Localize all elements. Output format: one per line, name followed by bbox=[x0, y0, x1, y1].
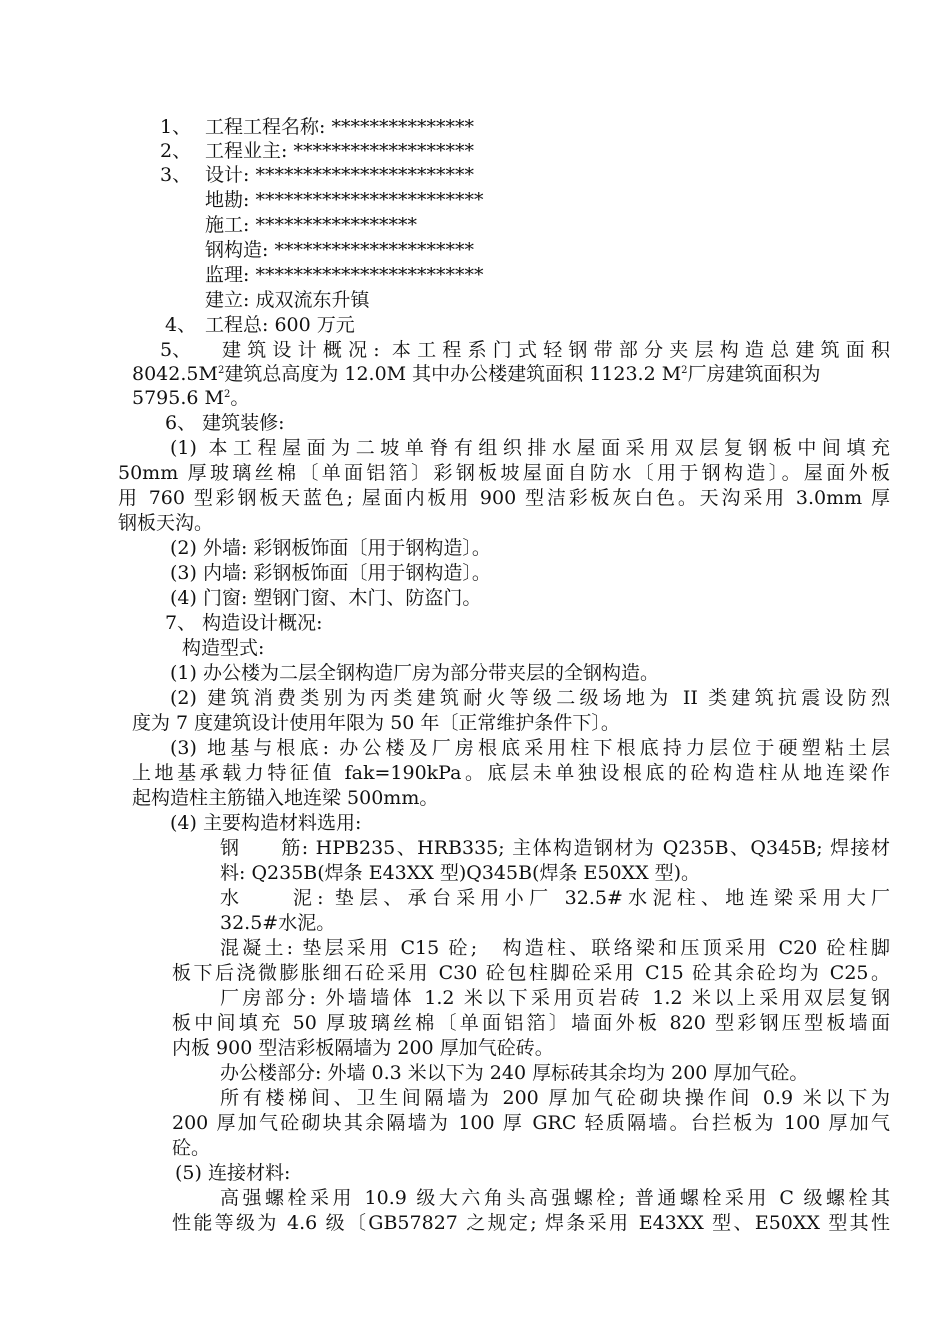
paragraph-line: 板下后浇微膨胀细石砼采用 C30 砼包柱脚砼采用 C15 砼其余砼均为 C25。 bbox=[172, 962, 890, 984]
superscript: 2 bbox=[223, 389, 231, 400]
paragraph-line: 上地基承载力特征值 fak=190kPa。底层未单独设根底的砼构造柱从地连梁作 bbox=[132, 762, 890, 784]
area-text: 。 bbox=[230, 387, 250, 409]
paragraph-line: 钢 筋: HPB235、HRB335; 主体构造钢材为 Q235B、Q345B; 焊接材 bbox=[220, 837, 890, 859]
sub-heading: 构造型式: bbox=[182, 637, 265, 659]
paragraph-line: 办公楼部分: 外墙 0.3 米以下为 240 厚标砖其余均为 200 厚加气砼。 bbox=[220, 1062, 809, 1084]
area-text: 厂房建筑面积为 bbox=[687, 363, 821, 385]
paragraph-line: 料: Q235B(焊条 E43XX 型)Q345B(焊条 E50XX 型)。 bbox=[220, 862, 701, 884]
paragraph-line: 性能等级为 4.6 级〔GB57827 之规定; 焊条采用 E43XX 型、E50XX 型其性 bbox=[172, 1212, 890, 1234]
paragraph-line: (2) 建筑消费类别为丙类建筑耐火等级二级场地为 II 类建筑抗震设防烈 bbox=[170, 687, 890, 709]
area-line bbox=[132, 386, 249, 410]
item-number: 3、 bbox=[160, 164, 192, 186]
paragraph-line: (4) 门窗: 塑钢门窗、木门、防盗门。 bbox=[170, 587, 482, 609]
paragraph-line: 砼。 bbox=[172, 1137, 211, 1159]
steel-structure-line: 钢构造: ********************* bbox=[205, 239, 474, 261]
area-text: 建筑总高度为 12.0M 其中办公楼建筑面积 1123.2 M bbox=[224, 363, 682, 385]
design-line: 设计: *********************** bbox=[205, 164, 474, 186]
paragraph-line: 所有楼梯间、卫生间隔墙为 200 厚加气砼砌块操作间 0.9 米以下为 bbox=[220, 1087, 890, 1109]
paragraph-line: 水 泥: 垫层、承台采用小厂 32.5#水泥柱、地连梁采用大厂 bbox=[220, 887, 890, 909]
paragraph-line: 32.5#水泥。 bbox=[220, 912, 336, 934]
paragraph-line: (4) 主要构造材料选用: bbox=[170, 812, 362, 834]
paragraph-line: 用 760 型彩钢板天蓝色; 屋面内板用 900 型洁彩板灰白色。天沟采用 3.0mm 厚 bbox=[118, 487, 890, 509]
total-cost-line: 工程总: 600 万元 bbox=[205, 314, 355, 336]
project-owner-line: 工程业主: ******************* bbox=[205, 140, 474, 162]
construction-line: 施工: ***************** bbox=[205, 214, 417, 236]
paragraph-line: (1) 办公楼为二层全钢构造厂房为部分带夹层的全钢构造。 bbox=[170, 662, 659, 684]
section-heading: 6、 建筑装修: bbox=[165, 412, 285, 434]
item-number: 1、 bbox=[160, 116, 192, 138]
paragraph-line: 厂房部分: 外墙墙体 1.2 米以下采用页岩砖 1.2 米以上采用双层复钢 bbox=[220, 987, 890, 1009]
survey-line: 地勘: ************************ bbox=[205, 189, 484, 211]
item-number: 2、 bbox=[160, 140, 192, 162]
project-name-line: 工程工程名称: *************** bbox=[205, 116, 474, 138]
paragraph-line: 混凝土: 垫层采用 C15 砼; 构造柱、联络梁和压顶采用 C20 砼柱脚 bbox=[220, 937, 890, 959]
paragraph-line: (3) 内墙: 彩钢板饰面〔用于钢构造〕。 bbox=[170, 562, 491, 584]
area-text: 5795.6 M bbox=[132, 387, 224, 409]
area-text: 8042.5M bbox=[132, 363, 218, 385]
section-heading: 7、 构造设计概况: bbox=[165, 612, 323, 634]
paragraph-line: 板中间填充 50 厚玻璃丝棉〔单面铝箔〕墙面外板 820 型彩钢压型板墙面 bbox=[172, 1012, 890, 1034]
paragraph-line: 200 厚加气砼砌块其余隔墙为 100 厚 GRC 轻质隔墙。台拦板为 100 厚加气 bbox=[172, 1112, 890, 1134]
paragraph-line: 内板 900 型洁彩板隔墙为 200 厚加气砼砖。 bbox=[172, 1037, 554, 1059]
supervision-line: 监理: ************************ bbox=[205, 264, 484, 286]
location-line: 建立: 成双流东升镇 bbox=[205, 289, 370, 311]
paragraph-line: 度为 7 度建筑设计使用年限为 50 年〔正常维护条件下〕。 bbox=[132, 712, 620, 734]
paragraph-line: 50mm 厚玻璃丝棉〔单面铝箔〕彩钢板坡屋面自防水〔用于钢构造〕。屋面外板 bbox=[118, 462, 890, 484]
superscript: 2 bbox=[217, 365, 225, 376]
superscript: 2 bbox=[681, 365, 688, 376]
paragraph-line: 高强螺栓采用 10.9 级大六角头高强螺栓; 普通螺栓采用 C 级螺栓其 bbox=[220, 1187, 890, 1209]
area-line bbox=[132, 362, 890, 386]
paragraph-line: 钢板天沟。 bbox=[118, 512, 214, 534]
paragraph-line: 起构造柱主筋锚入地连梁 500mm。 bbox=[132, 787, 439, 809]
design-overview-line: 建筑设计概况: 本工程系门式轻钢带部分夹层构造总建筑面积 bbox=[222, 339, 890, 361]
item-number: 4、 bbox=[165, 314, 197, 336]
paragraph-line: (3) 地基与根底: 办公楼及厂房根底采用柱下根底持力层位于硬塑粘土层 bbox=[170, 737, 890, 759]
paragraph-line: (2) 外墙: 彩钢板饰面〔用于钢构造〕。 bbox=[170, 537, 491, 559]
paragraph-line: (1) 本工程屋面为二坡单脊有组织排水屋面采用双层复钢板中间填充 bbox=[170, 437, 890, 459]
item-number: 5、 bbox=[160, 339, 192, 361]
paragraph-line: (5) 连接材料: bbox=[175, 1162, 291, 1184]
